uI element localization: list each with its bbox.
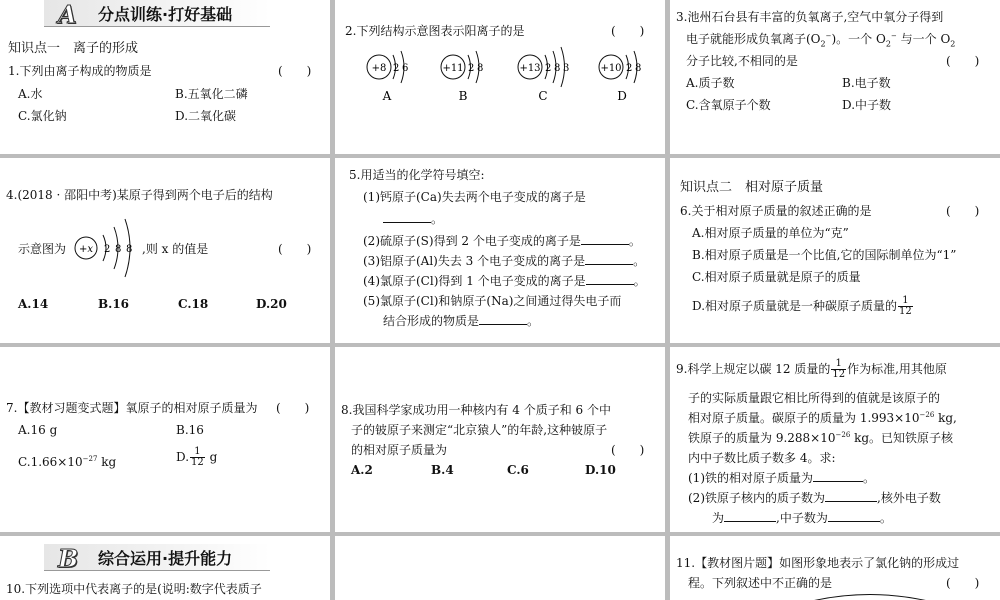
q11-figure-edge xyxy=(810,592,930,600)
q1-option-b[interactable]: B.五氧化二磷 xyxy=(175,87,248,101)
q9-item-2-cont[interactable]: 为 ,中子数为 。 xyxy=(712,511,892,525)
q11-line-2: 程。下列叙述中不正确的是 xyxy=(688,576,833,590)
panel-q9 xyxy=(670,347,1000,532)
panel-q5 xyxy=(335,158,665,343)
q4-atom-diagram[interactable] xyxy=(72,215,152,285)
q2-atom-b-label: B xyxy=(458,89,468,103)
q2-atom-c-shell-1: 2 xyxy=(545,63,552,74)
q3-line-3: 分子比较,不相同的是 xyxy=(686,54,798,68)
q6-stem: 6.关于相对原子质量的叙述正确的是 xyxy=(680,204,872,218)
panel-q1 xyxy=(0,0,330,154)
q7-option-c[interactable]: $C.1.66\times 10^{-27}$ kg xyxy=(18,455,117,469)
q4-shell-2: 8 xyxy=(115,244,122,255)
q7-option-b[interactable]: B.16 xyxy=(176,423,204,437)
knowledge-point-2: 知识点二 相对原子质量 xyxy=(680,180,824,195)
panel-q8 xyxy=(335,347,665,532)
q2-atom-b-shell-2: 8 xyxy=(477,63,484,74)
q6-fraction: $\frac{1}{12}$ xyxy=(899,295,912,317)
section-b-letter: B xyxy=(58,544,79,573)
section-b-banner xyxy=(44,544,270,571)
q2-atom-b[interactable] xyxy=(441,51,483,103)
panel-q6 xyxy=(670,158,1000,343)
panel-q3 xyxy=(670,0,1000,154)
section-a-title: 分点训练·打好基础 xyxy=(98,5,233,24)
q2-atom-d[interactable] xyxy=(599,51,641,103)
q7-fraction: $\frac{1}{12}$ xyxy=(191,446,204,468)
q8-line-1: 8.我国科学家成功用一种核内有 4 个质子和 6 个中 xyxy=(341,403,611,417)
q4-answer-paren[interactable]: ( ) xyxy=(278,242,312,256)
q1-stem: 1.下列由离子构成的物质是 xyxy=(8,64,152,78)
q4-line-1: 4.(2018 · 邵阳中考)某原子得到两个电子后的结构 xyxy=(6,188,273,202)
q2-atom-d-core: +10 xyxy=(600,63,622,74)
q6-option-d[interactable]: D.相对原子质量就是一种碳原子质量的 $\frac{1}{12}$ xyxy=(692,295,912,317)
q11-answer-paren[interactable]: ( ) xyxy=(946,576,980,590)
q1-option-a[interactable]: A.水 xyxy=(18,87,43,101)
panel-q2 xyxy=(335,0,665,154)
q9-line-4: 铁原子的质量为 $9.288\times 10^{-26}$ kg。已知铁原子核 xyxy=(688,431,954,445)
q1-answer-paren[interactable]: ( ) xyxy=(278,64,312,78)
q5-item-1-blank[interactable]: 。 xyxy=(383,210,443,229)
section-b-title: 综合运用·提升能力 xyxy=(98,549,233,568)
q4-line-2b: ,则 x 的值是 xyxy=(142,242,209,256)
q4-option-a[interactable]: A.14 xyxy=(18,297,49,311)
q6-answer-paren[interactable]: ( ) xyxy=(946,204,980,218)
q2-atom-d-shell-1: 2 xyxy=(626,63,633,74)
q7-stem: 7.【教材习题变式题】氧原子的相对原子质量为 xyxy=(6,401,258,415)
q2-atom-a-label: A xyxy=(382,89,392,103)
q2-atom-c-label: C xyxy=(538,89,548,103)
q4-line-2a: 示意图为 xyxy=(18,242,67,256)
q9-line-2: 子的实际质量跟它相比所得到的值就是该原子的 xyxy=(688,391,941,405)
section-a-letter: A xyxy=(58,0,77,29)
q6-option-c[interactable]: C.相对原子质量就是原子的质量 xyxy=(692,270,861,284)
q4-option-b[interactable]: B.16 xyxy=(98,297,130,311)
q5-item-4: (4)氯原子(Cl)得到 1 个电子变成的离子是 。 xyxy=(363,274,646,288)
q9-line-5: 内中子数比质子数多 4。求: xyxy=(688,451,836,465)
q7-answer-paren[interactable]: ( ) xyxy=(276,401,310,415)
q4-shell-1: 2 xyxy=(104,244,111,255)
q2-atom-b-core: +11 xyxy=(442,63,464,74)
knowledge-point-1: 知识点一 离子的形成 xyxy=(8,41,139,56)
q3-option-c[interactable]: C.含氧原子个数 xyxy=(686,98,771,112)
section-a-banner xyxy=(44,0,270,27)
q8-option-a[interactable]: A.2 xyxy=(351,463,373,477)
q2-atom-a-core: +8 xyxy=(371,63,387,74)
q2-atom-c[interactable] xyxy=(518,47,569,103)
q2-atom-c-shell-2: 8 xyxy=(554,63,561,74)
q3-line-1: 3.池州石台县有丰富的负氧离子,空气中氧分子得到 xyxy=(676,10,944,24)
q3-line-2: 电子就能形成负氧离子$(O_2^-)$。一个 $O_2^-$ 与一个 $O_2$ xyxy=(686,32,956,49)
q2-atom-a-shell-1: 2 xyxy=(393,63,400,74)
q8-option-c[interactable]: C.6 xyxy=(507,463,529,477)
q7-option-d[interactable]: D. $\frac{1}{12}$ g xyxy=(176,446,218,468)
q3-option-a[interactable]: A.质子数 xyxy=(686,76,735,90)
q2-atom-b-shell-1: 2 xyxy=(468,63,475,74)
panel-q11 xyxy=(670,536,1000,600)
q5-item-2: (2)硫原子(S)得到 2 个电子变成的离子是 。 xyxy=(363,234,641,248)
q5-item-1: (1)钙原子(Ca)失去两个电子变成的离子是 xyxy=(363,190,586,204)
q9-item-2[interactable]: (2)铁原子核内的质子数为 ,核外电子数 xyxy=(688,491,941,505)
q8-option-b[interactable]: B.4 xyxy=(431,463,454,477)
q9-line-3: 相对原子质量。碳原子的质量为 $1.993\times 10^{-26}$ kg, xyxy=(688,411,957,425)
q7-option-a[interactable]: A.16 g xyxy=(18,423,58,437)
q2-atom-diagrams xyxy=(335,45,665,154)
q2-atom-c-core: +13 xyxy=(519,63,541,74)
q5-item-5: (5)氯原子(Cl)和钠原子(Na)之间通过得失电子而 xyxy=(363,294,622,308)
q9-fraction: $\frac{1}{12}$ xyxy=(832,358,846,380)
q4-atom-core: +x xyxy=(78,244,94,255)
panel-q4 xyxy=(0,158,330,343)
q11-line-1: 11.【教材图片题】如图形象地表示了氯化钠的形成过 xyxy=(676,556,960,570)
q2-atom-a[interactable] xyxy=(367,51,408,103)
q5-item-3: (3)铝原子(Al)失去 3 个电子变成的离子是 。 xyxy=(363,254,646,268)
q2-atom-d-label: D xyxy=(617,89,627,103)
q10-line-1: 10.下列选项中代表离子的是(说明:数字代表质子 xyxy=(6,582,262,596)
q9-item-1[interactable]: (1)铁的相对原子质量为 。 xyxy=(688,471,876,485)
q2-stem: 2.下列结构示意图表示阳离子的是 xyxy=(345,24,525,38)
q8-line-3: 的相对原子质量为 xyxy=(351,443,448,457)
q5-stem: 5.用适当的化学符号填空: xyxy=(349,168,485,182)
q4-option-c[interactable]: C.18 xyxy=(178,297,209,311)
q2-atom-c-shell-3: 3 xyxy=(563,63,570,74)
q3-option-d[interactable]: D.中子数 xyxy=(842,98,892,112)
q6-option-a[interactable]: A.相对原子质量的单位为“克” xyxy=(692,226,849,240)
panel-q7 xyxy=(0,347,330,532)
q5-item-5-cont: 结合形成的物质是 。 xyxy=(383,314,540,328)
q1-option-c[interactable]: C.氯化钠 xyxy=(18,109,67,123)
q8-answer-paren[interactable]: ( ) xyxy=(611,443,645,457)
q4-option-d[interactable]: D.20 xyxy=(256,297,287,311)
q6-option-b[interactable]: B.相对原子质量是一个比值,它的国际制单位为“1” xyxy=(692,248,957,262)
q9-line-1: 9.科学上规定以碳 12 质量的 $\frac{1}{12}$ 作为标准,用其他原 xyxy=(676,358,947,380)
q2-answer-paren[interactable]: ( ) xyxy=(611,24,645,38)
panel-empty xyxy=(335,536,665,600)
panel-q10 xyxy=(0,536,330,600)
q1-option-d[interactable]: D.二氧化碳 xyxy=(175,109,237,123)
q8-option-d[interactable]: D.10 xyxy=(585,463,616,477)
q3-option-b[interactable]: B.电子数 xyxy=(842,76,891,90)
q8-line-2: 子的铍原子来测定“北京猿人”的年龄,这种铍原子 xyxy=(351,423,608,437)
q4-shell-3: 8 xyxy=(126,244,133,255)
q3-answer-paren[interactable]: ( ) xyxy=(946,54,980,68)
q2-atom-a-shell-2: 6 xyxy=(402,63,409,74)
q2-atom-d-shell-2: 8 xyxy=(635,63,642,74)
